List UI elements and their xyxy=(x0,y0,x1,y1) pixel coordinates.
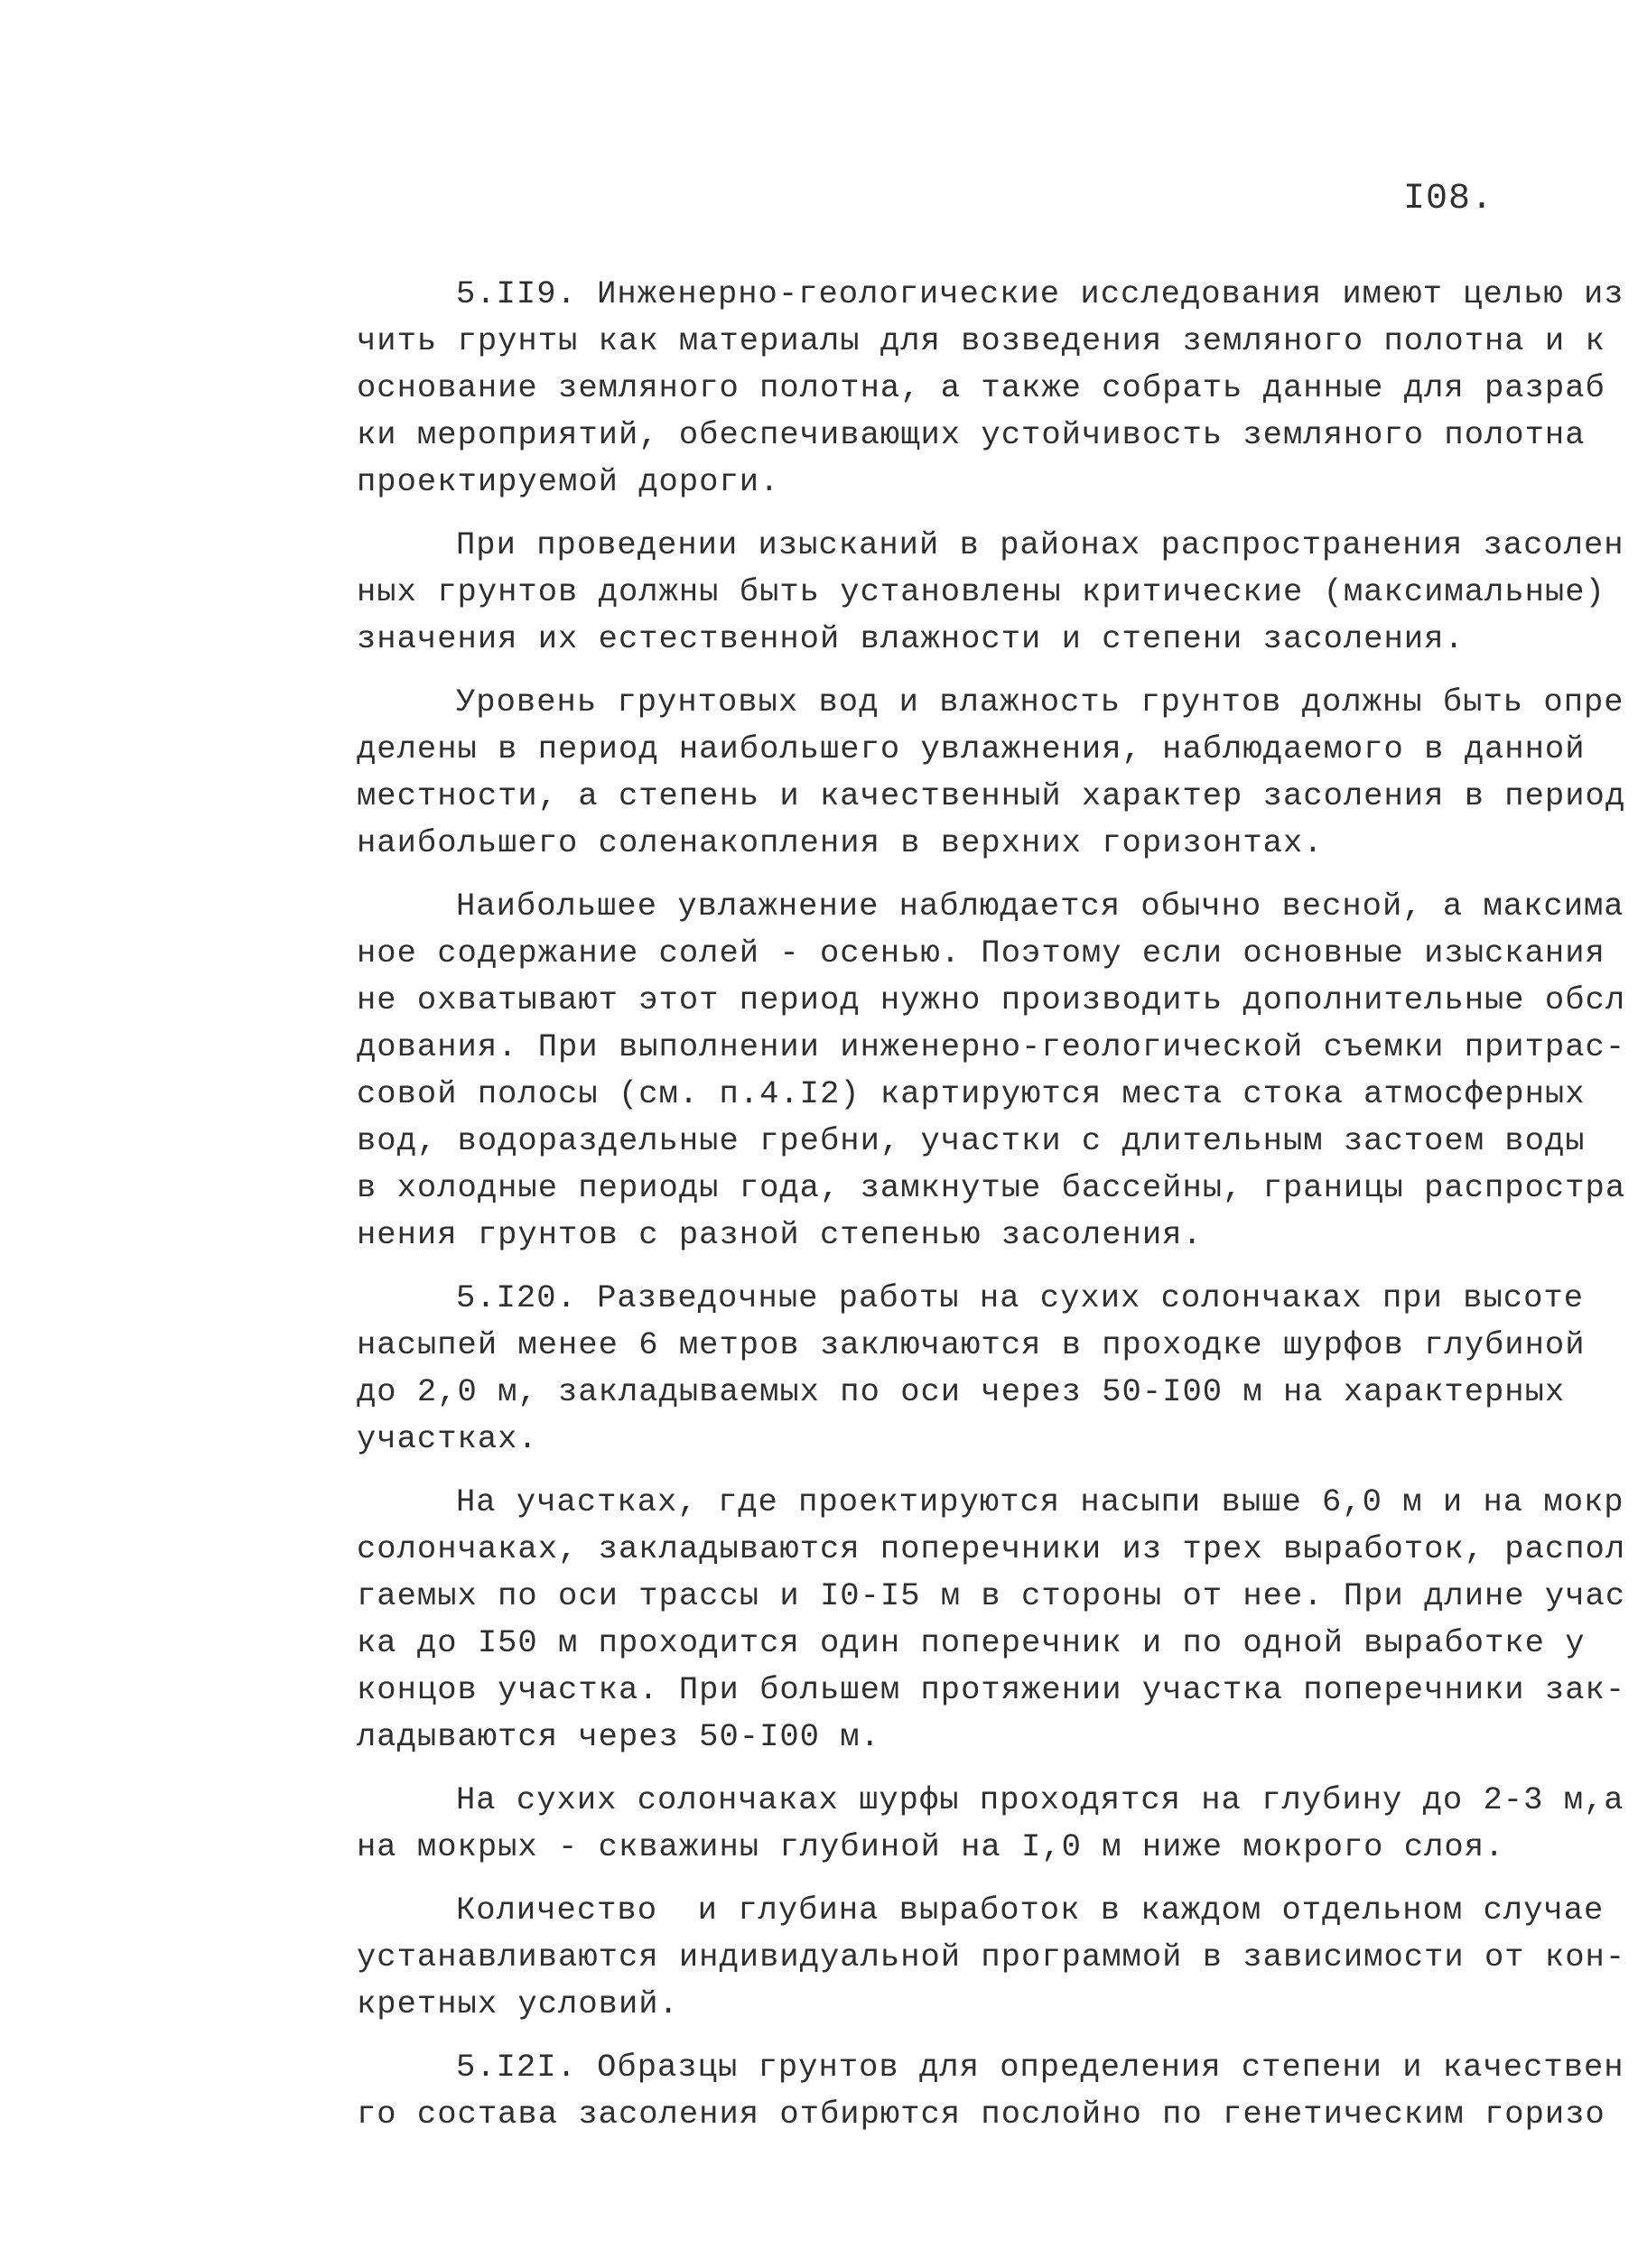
paragraph-gap xyxy=(357,663,1621,679)
text-line: устанавливаются индивидуальной программой в зависимости от кон- xyxy=(357,1938,1626,1975)
text-line: наибольшего соленакопления в верхних горизонтах. xyxy=(357,824,1324,861)
paragraph-gap xyxy=(357,1761,1621,1777)
text-line: не охватывают этот период нужно производить дополнительные обсл xyxy=(357,981,1626,1018)
text-line: Уровень грунтовых вод и влажность грунтов должны быть опре xyxy=(456,683,1624,720)
text-line: ки мероприятий, обеспечивающих устойчивость земляного полотна xyxy=(357,416,1586,453)
paragraph xyxy=(357,1887,1626,2028)
paragraph-gap xyxy=(357,506,1621,522)
text-line: На сухих солончаках шурфы проходятся на глубину до 2-3 м,а xyxy=(456,1781,1624,1818)
text-line: чить грунты как материалы для возведения земляного полотна и к xyxy=(357,322,1605,359)
text-line: 5.I2I. Образцы грунтов для определения степени и качествен xyxy=(456,2049,1624,2086)
paragraph-gap xyxy=(357,867,1621,883)
text-line: ка до I50 м проходится один поперечник и по одной выработке у xyxy=(357,1624,1586,1661)
text-line: гаемых по оси трассы и I0-I5 м в стороны от нее. При длине учас xyxy=(357,1577,1626,1614)
paragraph-gap xyxy=(357,1259,1621,1275)
text-line: значения их естественной влажности и степени засоления. xyxy=(357,620,1465,657)
paragraph xyxy=(357,883,1626,1259)
text-line: насыпей менее 6 метров заключаются в проходке шурфов глубиной xyxy=(357,1326,1586,1363)
paragraph xyxy=(357,271,1624,506)
text-line: ное содержание солей - осенью. Поэтому если основные изыскания xyxy=(357,934,1605,971)
text-line: Количество и глубина выработок в каждом отдельном случае xyxy=(456,1892,1605,1929)
text-line: в холодные периоды года, замкнутые бассейны, границы распростра xyxy=(357,1169,1626,1206)
text-line: вод, водораздельные гребни, участки с длительным застоем воды xyxy=(357,1122,1586,1159)
text-line: го состава засоления отбирются послойно по генетическим горизо xyxy=(357,2096,1605,2133)
text-line: дования. При выполнении инженерно-геологической съемки притрас- xyxy=(357,1028,1626,1065)
paragraph xyxy=(357,1275,1621,1463)
text-line: участках. xyxy=(357,1420,538,1457)
paragraph xyxy=(357,1777,1624,1871)
text-line: совой полосы (см. п.4.I2) картируются места стока атмосферных xyxy=(357,1075,1586,1112)
text-line: На участках, где проектируются насыпи выше 6,0 м и на мокр xyxy=(456,1483,1624,1520)
paragraph xyxy=(357,2044,1624,2138)
text-line: делены в период наибольшего увлажнения, наблюдаемого в данной xyxy=(357,730,1586,767)
text-line: на мокрых - скважины глубиной на I,0 м ниже мокрого слоя. xyxy=(357,1828,1505,1865)
text-line: концов участка. При большем протяжении участка поперечники зак- xyxy=(357,1671,1626,1708)
text-line: основание земляного полотна, а также собрать данные для разраб xyxy=(357,369,1605,406)
paragraph xyxy=(357,1479,1626,1761)
text-line: местности, а степень и качественный характер засоления в период xyxy=(357,777,1626,814)
text-line: кретных условий. xyxy=(357,1985,679,2022)
text-line: Наибольшее увлажнение наблюдается обычно весной, а максима xyxy=(456,888,1624,925)
text-line: ладываются через 50-I00 м. xyxy=(357,1718,880,1755)
paragraph-gap xyxy=(357,1871,1621,1887)
paragraph xyxy=(357,679,1626,867)
paragraph-gap xyxy=(357,1463,1621,1479)
page-number: I08. xyxy=(1402,179,1494,219)
paragraph-gap xyxy=(357,2028,1621,2044)
text-line: проектируемой дороги. xyxy=(357,463,780,500)
paragraph xyxy=(357,522,1624,663)
text-line: При проведении изысканий в районах распространения засолен xyxy=(456,526,1624,563)
body-text xyxy=(357,271,1626,2138)
text-line: до 2,0 м, закладываемых по оси через 50-I00 м на характерных xyxy=(357,1373,1566,1410)
text-line: нения грунтов с разной степенью засоления. xyxy=(357,1216,1203,1253)
text-line: ных грунтов должны быть установлены критические (максимальные) xyxy=(357,573,1605,610)
text-line: солончаках, закладываются поперечники из трех выработок, распол xyxy=(357,1530,1626,1567)
text-line: 5.I20. Разведочные работы на сухих солончаках при высоте xyxy=(456,1279,1584,1316)
text-line: 5.II9. Инженерно-геологические исследования имеют целью из xyxy=(456,275,1624,312)
